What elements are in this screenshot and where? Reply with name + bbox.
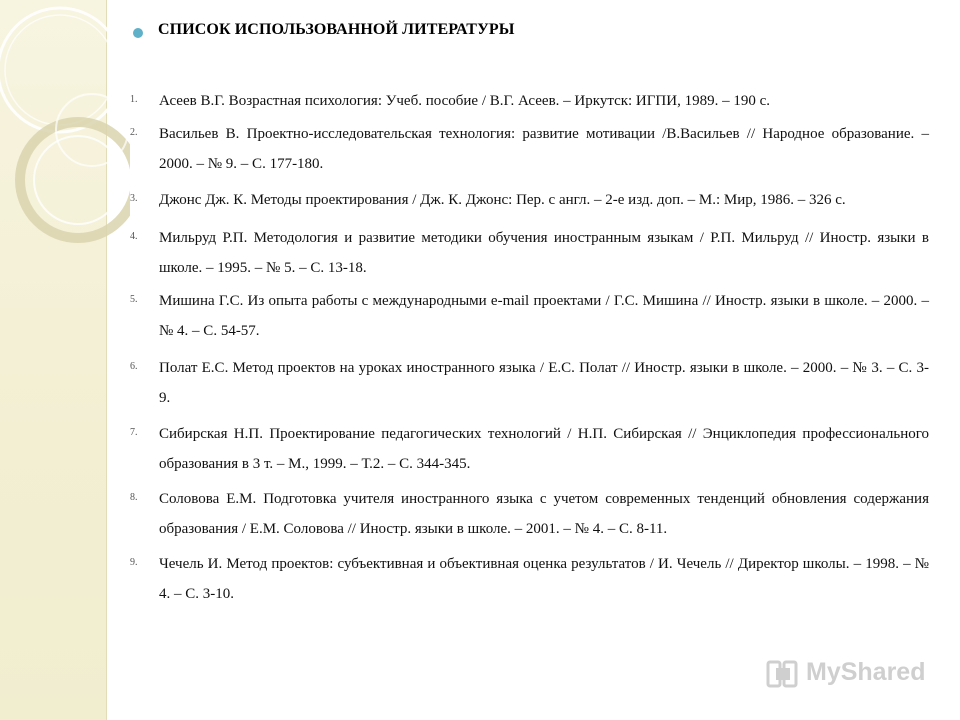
reference-number: 7. [130, 427, 138, 438]
reference-text: Чечель И. Метод проектов: субъективная и объективная оценка результатов / И. Чечель // Директор школы. – 1998. – № 4. – С. 3-10. [159, 556, 929, 602]
reference-number: 9. [130, 557, 138, 568]
reference-number: 8. [130, 492, 138, 503]
reference-text: Мильруд Р.П. Методология и развитие методики обучения иностранным языкам / Р.П. Мильруд // Иностр. языки в школе. – 1995. – № 5. – С. 13-18. [159, 230, 929, 276]
reference-number: 2. [130, 127, 138, 138]
reference-text: Соловова Е.М. Подготовка учителя иностранного языка с учетом современных тенденций обновления содержания образования / Е.М. Соловова // Иностр. языки в школе. – 2001. – № 4. – С. 8-11. [159, 491, 929, 537]
reference-text: Васильев В. Проектно-исследовательская технология: развитие мотивации /В.Васильев // Народное образование. – 2000. – № 9. – С. 177-180. [159, 126, 929, 172]
page-title: СПИСОК ИСПОЛЬЗОВАННОЙ ЛИТЕРАТУРЫ [158, 21, 515, 38]
decorative-circles [0, 0, 130, 310]
reference-number: 1. [130, 94, 138, 105]
reference-text: Джонс Дж. К. Методы проектирования / Дж. К. Джонс: Пер. с англ. – 2-е изд. доп. – М.: Мир, 1986. – 326 с. [159, 192, 846, 208]
reference-text: Полат Е.С. Метод проектов на уроках иностранного языка / Е.С. Полат // Иностр. языки в школе. – 2000. – № 3. – С. 3-9. [159, 360, 929, 406]
reference-number: 6. [130, 361, 138, 372]
myshared-watermark [766, 658, 926, 690]
reference-number: 3. [130, 193, 138, 204]
reference-text: Сибирская Н.П. Проектирование педагогических технологий / Н.П. Сибирская // Энциклопедия профессионального образования в 3 т. – М., 1999. – Т.2. – С. 344-345. [159, 426, 929, 472]
reference-number: 4. [130, 231, 138, 242]
watermark-text: MyShared [806, 658, 926, 686]
myshared-logo-icon [766, 658, 800, 690]
heading-bullet-icon [133, 28, 143, 38]
reference-text: Мишина Г.С. Из опыта работы с международными e-mail проектами / Г.С. Мишина // Иностр. языки в школе. – 2000. – № 4. – С. 54-57. [159, 293, 929, 339]
reference-number: 5. [130, 294, 138, 305]
reference-text: Асеев В.Г. Возрастная психология: Учеб. пособие / В.Г. Асеев. – Иркутск: ИГПИ, 1989. – 190 с. [159, 93, 771, 109]
